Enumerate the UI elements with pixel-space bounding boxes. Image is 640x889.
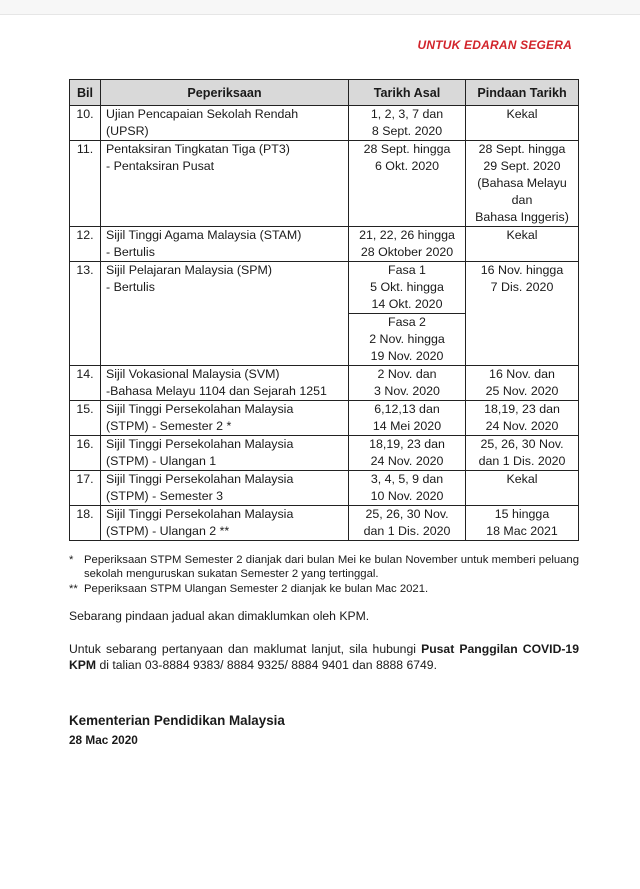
contact-prefix: Untuk sebarang pertanyaan dan maklumat lanjut, sila hubungi [69,642,422,656]
cell-bil: 14. [70,366,101,401]
cell-line: 18,19, 23 dan [369,437,445,451]
cell-line: dan 1 Dis. 2020 [478,454,566,468]
table-row [70,227,579,262]
cell-line: (STPM) - Semester 3 [106,489,224,503]
cell-line: - Pentaksiran Pusat [106,159,215,173]
cell-exam [101,506,349,541]
cell-line: dan [511,193,533,207]
cell-line: dan 1 Dis. 2020 [363,524,451,538]
call-center-name: Pusat Panggilan COVID-19 KPM [69,642,579,672]
footnote [69,582,579,596]
cell-bil: 17. [70,471,101,506]
cell-exam [101,141,349,227]
cell-line: 28 Sept. hingga [478,142,566,156]
cell-line: Sijil Tinggi Persekolahan Malaysia [106,472,294,486]
cell-line: 1, 2, 3, 7 dan [370,107,444,121]
cell-line: 18,19, 23 dan [484,402,560,416]
cell-line: 10 Nov. 2020 [370,489,444,503]
cell-amend [466,141,579,227]
cell-bil: 16. [70,436,101,471]
cell-bil: 13. [70,262,101,366]
cell-exam [101,106,349,141]
cell-line: (STPM) - Ulangan 2 ** [106,524,230,538]
cell-bil: 10. [70,106,101,141]
cell-bil: 12. [70,227,101,262]
cell-line: 2 Nov. dan [377,367,437,381]
urgent-circulation-label: UNTUK EDARAN SEGERA [417,38,572,52]
cell-exam [101,262,349,366]
header-peperiksaan: Peperiksaan [101,80,349,106]
cell-amend [466,262,579,366]
cell-line: 21, 22, 26 hingga [359,228,455,242]
cell-exam [101,366,349,401]
cell-line: Sijil Vokasional Malaysia (SVM) [106,367,280,381]
cell-line: Sijil Pelajaran Malaysia (SPM) [106,263,272,277]
cell-amend [466,401,579,436]
footnote-mark: * [69,554,74,566]
table-header-row [70,80,579,106]
header-tarikh-asal: Tarikh Asal [349,80,466,106]
cell-date [349,227,466,262]
cell-line: Bahasa Inggeris) [475,210,569,224]
cell-exam [101,227,349,262]
cell-line: 8 Sept. 2020 [371,124,443,138]
cell-line: (STPM) - Semester 2 * [106,419,232,433]
cell-line: 28 Sept. hingga [363,142,451,156]
table-row [70,106,579,141]
header-bil: Bil [70,80,101,106]
cell-date [349,401,466,436]
cell-date [349,262,466,314]
table-row [70,366,579,401]
signature-date: 28 Mac 2020 [69,733,138,747]
cell-line: (STPM) - Ulangan 1 [106,454,217,468]
cell-line: Pentaksiran Tingkatan Tiga (PT3) [106,142,290,156]
cell-line: Sijil Tinggi Persekolahan Malaysia [106,437,294,451]
cell-exam [101,471,349,506]
header-pindaan-tarikh: Pindaan Tarikh [466,80,579,106]
cell-line: 3 Nov. 2020 [374,384,440,398]
signature-organization: Kementerian Pendidikan Malaysia [69,713,285,728]
cell-line: 5 Okt. hingga [370,280,444,294]
cell-line: -Bahasa Melayu 1104 dan Sejarah 1251 [106,384,327,398]
top-bar [0,0,640,15]
cell-line: Fasa 2 [388,315,426,329]
cell-line: 15 hingga [494,507,550,521]
cell-line: - Bertulis [106,245,155,259]
contact-suffix: di talian 03-8884 9383/ 8884 9325/ 8884 9401 dan 8888 6749. [96,658,437,672]
table-row [70,401,579,436]
cell-bil: 18. [70,506,101,541]
cell-line: Kekal [506,228,538,242]
cell-line: 19 Nov. 2020 [370,349,444,363]
cell-exam [101,401,349,436]
cell-bil: 15. [70,401,101,436]
contact-paragraph [69,641,579,673]
cell-line: Fasa 1 [388,263,426,277]
cell-line: 2 Nov. hingga [369,332,445,346]
cell-line: 3, 4, 5, 9 dan [370,472,444,486]
table-row [70,506,579,541]
cell-amend [466,366,579,401]
footnote-text: Peperiksaan STPM Ulangan Semester 2 dianjak ke bulan Mac 2021. [84,583,429,595]
cell-line: 14 Okt. 2020 [371,297,443,311]
cell-line: Sijil Tinggi Persekolahan Malaysia [106,507,294,521]
cell-line: Kekal [506,107,538,121]
footnote [69,553,579,581]
cell-date [349,314,466,366]
cell-line: (Bahasa Melayu [477,176,567,190]
cell-date [349,471,466,506]
cell-date [349,106,466,141]
cell-line: 28 Oktober 2020 [360,245,454,259]
cell-amend [466,506,579,541]
cell-line: 14 Mei 2020 [372,419,442,433]
cell-amend [466,227,579,262]
table-row [70,141,579,227]
table-row [70,436,579,471]
cell-line: - Bertulis [106,280,155,294]
exam-schedule-table [69,79,579,541]
footnote-mark: ** [69,583,78,595]
cell-date [349,141,466,227]
cell-amend [466,106,579,141]
cell-date [349,506,466,541]
cell-amend [466,436,579,471]
table-row [70,262,579,314]
cell-line: 16 Nov. hingga [480,263,564,277]
footnotes [69,553,579,597]
cell-line: 29 Sept. 2020 [483,159,561,173]
amendment-notice: Sebarang pindaan jadual akan dimaklumkan oleh KPM. [69,609,370,623]
cell-line: Sijil Tinggi Persekolahan Malaysia [106,402,294,416]
cell-line: Sijil Tinggi Agama Malaysia (STAM) [106,228,302,242]
cell-line: Ujian Pencapaian Sekolah Rendah [106,107,299,121]
table-row [70,471,579,506]
cell-line: 6,12,13 dan [374,402,440,416]
cell-line: (UPSR) [106,124,149,138]
cell-line: Kekal [506,472,538,486]
cell-date [349,366,466,401]
cell-line: 25 Nov. 2020 [485,384,559,398]
cell-date [349,436,466,471]
cell-amend [466,471,579,506]
cell-line: 25, 26, 30 Nov. [480,437,564,451]
cell-line: 18 Mac 2021 [486,524,558,538]
cell-line: 7 Dis. 2020 [490,280,554,294]
footnote-text: Peperiksaan STPM Semester 2 dianjak dari bulan Mei ke bulan November untuk memberi peluang sekolah menguruskan sukatan Semester 2 yang tertinggal. [84,554,579,580]
cell-bil: 11. [70,141,101,227]
cell-line: 16 Nov. dan [489,367,555,381]
cell-line: 6 Okt. 2020 [374,159,440,173]
cell-exam [101,436,349,471]
cell-line: 24 Nov. 2020 [370,454,444,468]
cell-line: 24 Nov. 2020 [485,419,559,433]
cell-line: 25, 26, 30 Nov. [365,507,449,521]
